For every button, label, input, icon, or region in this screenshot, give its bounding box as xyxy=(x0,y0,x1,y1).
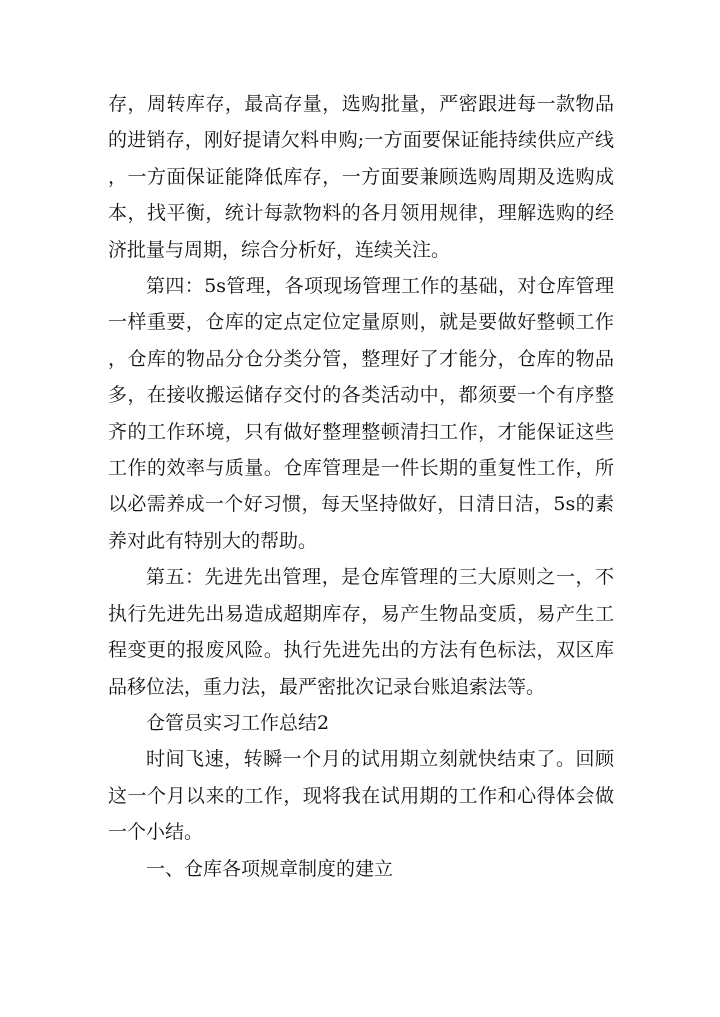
section-title-summary-2: 仓管员实习工作总结2 xyxy=(146,711,330,734)
subheading-warehouse-rules: 一、仓库各项规章制度的建立 xyxy=(146,857,394,880)
paragraph-probation-intro: 时间飞速，转瞬一个月的试用期立刻就快结束了。回顾这一个月以来的工作，现将我在试用期的工作和心得体会做一个小结。 xyxy=(108,748,614,844)
paragraph-5s-management: 第四：5s管理，各项现场管理工作的基础，对仓库管理一样重要，仓库的定点定位定量原则，就是要做好整顿工作，仓库的物品分仓分类分管，整理好了才能分，仓库的物品多，在接收搬运储存交付的各类活动中，都须要一个有序整齐的工作环境，只有做好整理整顿清扫工作，才能保证这些工作的效率与质量。仓库管理是一件长期的重复性工作，所以必需养成一个好习惯，每天坚持做好，日清日洁，5s的素养对此有特别大的帮助。 xyxy=(108,275,614,552)
paragraph-inventory-continuation: 存，周转库存，最高存量，选购批量，严密跟进每一款物品的进销存，刚好提请欠料申购;一方面要保证能持续供应产线，一方面保证能降低库存，一方面要兼顾选购周期及选购成本，找平衡，统计每款物料的各月领用规律，理解选购的经济批量与周期，综合分析好，连续关注。 xyxy=(108,93,614,261)
paragraph-fifo-management: 第五：先进先出管理，是仓库管理的三大原则之一，不执行先进先出易造成超期库存，易产生物品变质，易产生工程变更的报废风险。执行先进先出的方法有色标法，双区库品移位法，重力法，最严密批次记录台账追索法等。 xyxy=(108,566,614,698)
document-body xyxy=(108,86,614,887)
